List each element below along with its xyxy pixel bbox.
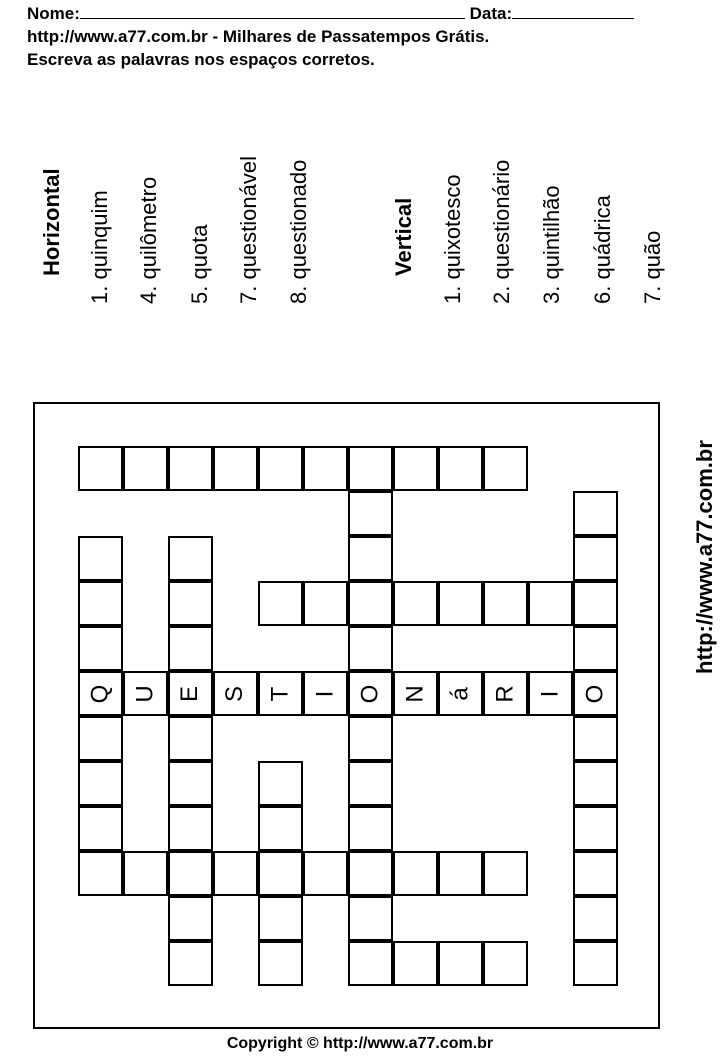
- cell-letter: U: [131, 684, 159, 703]
- crossword-cell[interactable]: [573, 806, 618, 851]
- cell-letter: I: [536, 690, 564, 697]
- crossword-cell[interactable]: [78, 671, 123, 716]
- crossword-cell[interactable]: [573, 671, 618, 716]
- horizontal-clue-1: 1. quinquim: [87, 190, 112, 304]
- crossword-cell[interactable]: [393, 671, 438, 716]
- cell-letter: O: [581, 684, 609, 703]
- crossword-cell[interactable]: [528, 671, 573, 716]
- cell-letter: R: [491, 684, 519, 703]
- crossword-cell[interactable]: [258, 446, 303, 491]
- crossword-cell[interactable]: [528, 581, 573, 626]
- cell-letter: Q: [86, 684, 114, 703]
- crossword-cell[interactable]: [348, 851, 393, 896]
- crossword-cell[interactable]: [168, 536, 213, 581]
- crossword-cell[interactable]: [258, 806, 303, 851]
- crossword-cell[interactable]: [348, 806, 393, 851]
- horizontal-clue-3: 5. quota: [187, 224, 212, 304]
- crossword-cell[interactable]: [438, 941, 483, 986]
- crossword-cell[interactable]: [393, 446, 438, 491]
- crossword-cell[interactable]: [213, 851, 258, 896]
- crossword-cell[interactable]: [123, 446, 168, 491]
- side-url: http://www.a77.com.br: [692, 440, 717, 674]
- crossword-cell[interactable]: [348, 896, 393, 941]
- crossword-cell[interactable]: [168, 446, 213, 491]
- crossword-cell[interactable]: [258, 671, 303, 716]
- crossword-cell[interactable]: [483, 446, 528, 491]
- cell-letter: E: [176, 685, 204, 702]
- crossword-cell[interactable]: [573, 536, 618, 581]
- horizontal-clue-2: 4. quilômetro: [136, 176, 161, 304]
- crossword-cell[interactable]: [483, 851, 528, 896]
- name-label: Nome:: [27, 4, 80, 23]
- crossword-cell[interactable]: [258, 896, 303, 941]
- crossword-cell[interactable]: [258, 581, 303, 626]
- crossword-cell[interactable]: [303, 671, 348, 716]
- crossword-cell[interactable]: [168, 581, 213, 626]
- crossword-cell[interactable]: [348, 446, 393, 491]
- crossword-cell[interactable]: [78, 536, 123, 581]
- crossword-cell[interactable]: [348, 716, 393, 761]
- crossword-cell[interactable]: [348, 761, 393, 806]
- footer: [0, 1034, 720, 1054]
- crossword-cell[interactable]: [573, 941, 618, 986]
- horizontal-clue-5: 8. questionado: [286, 159, 311, 304]
- crossword-cell[interactable]: [303, 581, 348, 626]
- crossword-cell[interactable]: [123, 671, 168, 716]
- crossword-cell[interactable]: [168, 896, 213, 941]
- crossword-cell[interactable]: [348, 671, 393, 716]
- date-blank: [512, 3, 634, 19]
- crossword-cell[interactable]: [438, 671, 483, 716]
- crossword-cell[interactable]: [78, 761, 123, 806]
- crossword-cell[interactable]: [438, 581, 483, 626]
- crossword-cell[interactable]: [573, 851, 618, 896]
- footer-copyright: Copyright © http://www.a77.com.br: [226, 1035, 494, 1052]
- crossword-cell[interactable]: [393, 581, 438, 626]
- vertical-clue-4: 6. quádrica: [590, 195, 615, 304]
- crossword-cell[interactable]: [168, 941, 213, 986]
- crossword-cell[interactable]: [348, 626, 393, 671]
- crossword-cell[interactable]: [348, 941, 393, 986]
- crossword-cell[interactable]: [483, 671, 528, 716]
- crossword-cell[interactable]: [483, 941, 528, 986]
- crossword-cell[interactable]: [573, 626, 618, 671]
- crossword-cell[interactable]: [78, 626, 123, 671]
- name-blank: [80, 3, 465, 19]
- crossword-cell[interactable]: [438, 446, 483, 491]
- crossword-cell[interactable]: [258, 761, 303, 806]
- vertical-clue-5: 7. quão: [640, 230, 665, 304]
- crossword-cell[interactable]: [573, 896, 618, 941]
- horizontal-title: Horizontal: [39, 168, 64, 276]
- vertical-clue-2: 2. questionário: [489, 159, 514, 304]
- date-label: Data:: [469, 4, 513, 23]
- crossword-cell[interactable]: [168, 626, 213, 671]
- cell-letter: I: [311, 690, 339, 697]
- vertical-clue-1: 1. quixotesco: [440, 174, 465, 304]
- instruction-line: Escreva as palavras nos espaços corretos.: [27, 50, 375, 69]
- cell-letter: á: [446, 686, 474, 701]
- crossword-cell[interactable]: [213, 446, 258, 491]
- vertical-title: Vertical: [391, 197, 416, 276]
- crossword-cell[interactable]: [573, 491, 618, 536]
- crossword-cell[interactable]: [78, 581, 123, 626]
- crossword-cell[interactable]: [168, 716, 213, 761]
- cell-letter: N: [401, 684, 429, 703]
- crossword-cell[interactable]: [483, 581, 528, 626]
- crossword-cell[interactable]: [78, 446, 123, 491]
- site-line: http://www.a77.com.br - Milhares de Passatempos Grátis.: [27, 27, 490, 46]
- vertical-clue-3: 3. quintilhão: [539, 185, 564, 304]
- header-name-date-line: [27, 3, 634, 24]
- crossword-cell[interactable]: [393, 851, 438, 896]
- crossword-cell[interactable]: [168, 761, 213, 806]
- crossword-cell[interactable]: [168, 671, 213, 716]
- crossword-cell[interactable]: [348, 491, 393, 536]
- crossword-cell[interactable]: [123, 851, 168, 896]
- cell-letter: O: [356, 684, 384, 703]
- crossword-cell[interactable]: [78, 806, 123, 851]
- crossword-cell[interactable]: [213, 671, 258, 716]
- crossword-cell[interactable]: [78, 851, 123, 896]
- crossword-cell[interactable]: [78, 716, 123, 761]
- cell-letter: S: [221, 685, 249, 702]
- crossword-cell[interactable]: [573, 761, 618, 806]
- crossword-cell[interactable]: [258, 851, 303, 896]
- crossword-cell[interactable]: [348, 536, 393, 581]
- crossword-cell[interactable]: [168, 806, 213, 851]
- crossword-cell[interactable]: [348, 581, 393, 626]
- crossword-cell[interactable]: [168, 851, 213, 896]
- cell-letter: T: [266, 686, 294, 701]
- crossword-cell[interactable]: [393, 941, 438, 986]
- horizontal-clue-4: 7. questionável: [236, 156, 261, 304]
- crossword-cell[interactable]: [438, 851, 483, 896]
- crossword-cell[interactable]: [303, 851, 348, 896]
- crossword-cell[interactable]: [573, 581, 618, 626]
- crossword-cell[interactable]: [573, 716, 618, 761]
- crossword-cell[interactable]: [303, 446, 348, 491]
- crossword-cell[interactable]: [258, 941, 303, 986]
